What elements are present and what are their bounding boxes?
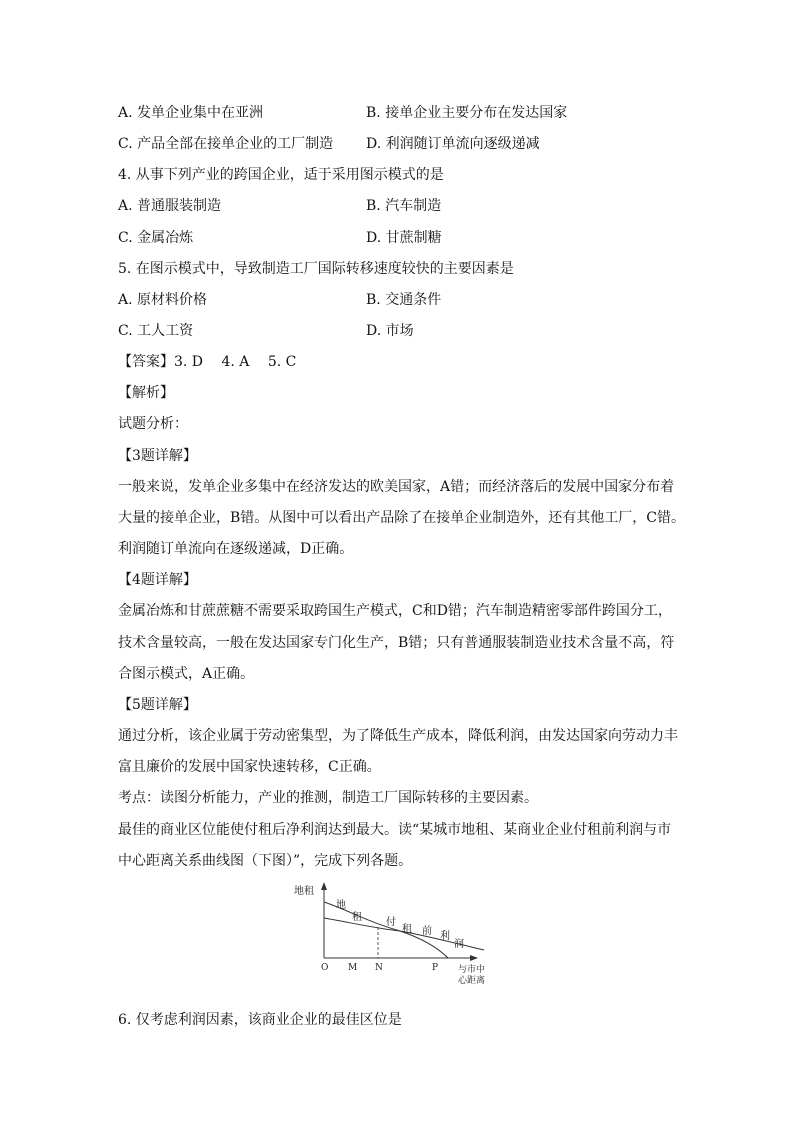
- analysis-heading: 【解析】: [118, 385, 174, 401]
- detail-3-line-1: 一般来说，发单企业多集中在经济发达的欧美国家，A错；而经济落后的发展中国家分布着: [118, 479, 675, 495]
- y-axis-label: 地租: [294, 886, 314, 897]
- rent-label-char-1: 地: [336, 900, 346, 911]
- profit-label-char-1: 付: [386, 917, 396, 928]
- rent-label-char-2: 租: [352, 912, 362, 923]
- x-axis-arrow: [470, 955, 478, 961]
- q6-stem: 6. 仅考虑利润因素，该商业企业的最佳区位是: [118, 1012, 402, 1028]
- x-axis-label-2: 心距离: [458, 976, 486, 986]
- detail-5-line-2: 富且廉价的发展中国家快速转移，C正确。: [118, 759, 381, 775]
- q5-option-a: A. 原材料价格: [118, 292, 208, 308]
- detail-3-line-3: 利润随订单流向在逐级递减，D正确。: [118, 541, 354, 557]
- rent-profit-figure: [288, 880, 508, 988]
- profit-label-char-4: 利: [440, 931, 450, 942]
- profit-label-char-3: 前: [422, 926, 432, 937]
- tick-p: P: [432, 963, 439, 973]
- analysis-intro: 试题分析：: [118, 416, 188, 432]
- q4-option-d: D. 甘蔗制糖: [366, 230, 442, 246]
- q5-stem: 5. 在图示模式中，导致制造工厂国际转移速度较快的主要因素是: [118, 261, 514, 277]
- intro-line-1: 最佳的商业区位能使付租后净利润达到最大。读“某城市地租、某商业企业付租前利润与市: [118, 822, 672, 838]
- q5-option-b: B. 交通条件: [366, 292, 442, 308]
- detail-3-line-2: 大量的接单企业，B错。从图中可以看出产品除了在接单企业制造外，还有其他工厂，C错。: [118, 510, 685, 526]
- q3-option-c: C. 产品全部在接单企业的工厂制造: [118, 136, 334, 152]
- detail-5-line-1: 通过分析，该企业属于劳动密集型，为了降低生产成本，降低利润，由发达国家向劳动力丰: [118, 728, 678, 744]
- intro-line-2: 中心距离关系曲线图（下图）”，完成下列各题。: [118, 853, 413, 869]
- tick-n: N: [375, 963, 383, 973]
- q3-option-d: D. 利润随订单流向逐级递减: [366, 136, 540, 152]
- detail-4-line-3: 合图示模式，A正确。: [118, 666, 255, 682]
- q3-option-b: B. 接单企业主要分布在发达国家: [366, 105, 568, 121]
- q5-option-c: C. 工人工资: [118, 323, 194, 339]
- detail-4-heading: 【4题详解】: [118, 572, 197, 588]
- y-axis-arrow: [321, 882, 327, 890]
- profit-label-char-5: 润: [454, 939, 464, 950]
- q4-option-c: C. 金属冶炼: [118, 230, 194, 246]
- q4-option-a: A. 普通服装制造: [118, 198, 222, 214]
- q5-option-d: D. 市场: [366, 323, 414, 339]
- detail-4-line-2: 技术含量较高，一般在发达国家专门化生产，B错；只有普通服装制造业技术含量不高，符: [118, 635, 675, 651]
- detail-3-heading: 【3题详解】: [118, 448, 197, 464]
- detail-4-line-1: 金属冶炼和甘蔗蔗糖不需要采取跨国生产模式，C和D错；汽车制造精密零部件跨国分工，: [118, 603, 672, 619]
- kaodian-line: 考点：读图分析能力，产业的推测，制造工厂国际转移的主要因素。: [118, 790, 538, 806]
- tick-m: M: [348, 963, 358, 973]
- answer-line: 【答案】3. D 4. A 5. C: [118, 354, 297, 370]
- q3-option-a: A. 发单企业集中在亚洲: [118, 105, 264, 121]
- x-axis-label-1: 与市中: [458, 965, 486, 975]
- tick-o: O: [321, 963, 329, 973]
- q4-stem: 4. 从事下列产业的跨国企业，适于采用图示模式的是: [118, 167, 444, 183]
- detail-5-heading: 【5题详解】: [118, 697, 197, 713]
- profit-label-char-2: 租: [402, 924, 412, 935]
- q4-option-b: B. 汽车制造: [366, 198, 442, 214]
